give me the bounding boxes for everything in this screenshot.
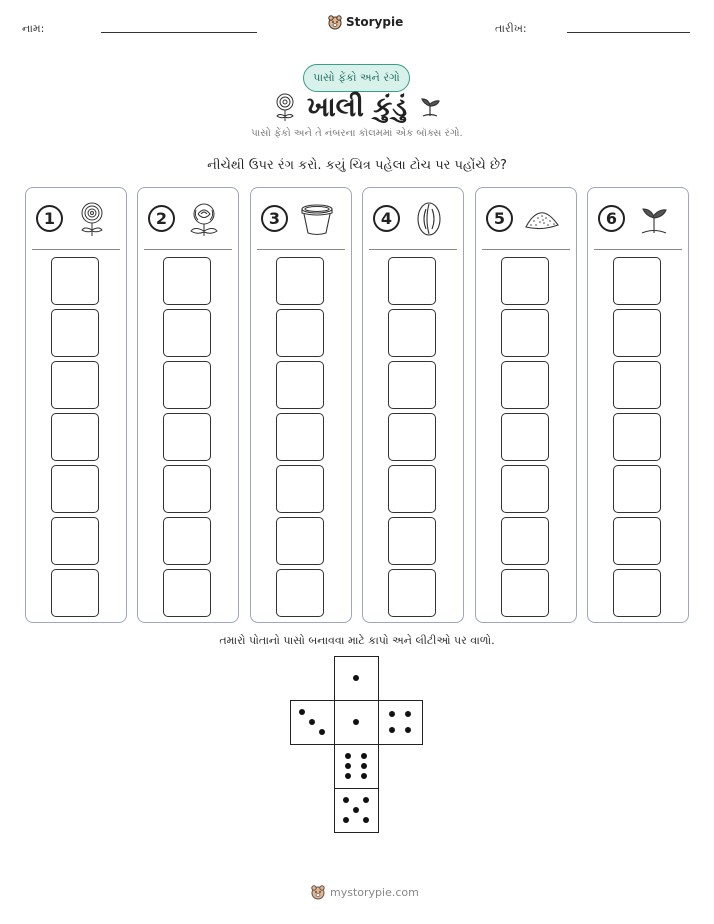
- date-label: તારીખ:: [495, 22, 527, 35]
- seed-icon: [411, 201, 447, 237]
- die-pip: [353, 807, 359, 813]
- column-number: 4: [373, 205, 400, 232]
- die-face-5[interactable]: [334, 788, 379, 833]
- marigold-icon: [74, 201, 110, 237]
- color-box[interactable]: [613, 569, 661, 617]
- die-pip: [343, 817, 349, 823]
- name-label: નામ:: [22, 22, 45, 35]
- die-pip: [345, 763, 351, 769]
- color-box[interactable]: [276, 569, 324, 617]
- brand-name: Storypie: [346, 15, 404, 29]
- column-divider: [32, 249, 120, 250]
- color-box[interactable]: [163, 257, 211, 305]
- column-5: [475, 187, 577, 623]
- column-number: 5: [486, 205, 513, 232]
- die-face-4[interactable]: [378, 700, 423, 745]
- date-line[interactable]: [567, 32, 690, 33]
- rose-icon: [186, 201, 222, 237]
- color-box[interactable]: [388, 465, 436, 513]
- die-pip: [345, 753, 351, 759]
- sprout-icon: [418, 94, 442, 118]
- instruction: નીચેથી ઉપર રંગ કરો. કયું ચિત્ર પહેલા ટોચ પર પહોંચે છે?: [207, 158, 507, 173]
- die-pip: [361, 763, 367, 769]
- color-box[interactable]: [388, 257, 436, 305]
- die-pip: [353, 719, 359, 725]
- storypie-mascot-icon: [327, 14, 343, 30]
- color-box[interactable]: [501, 517, 549, 565]
- page-title: ખાલી કુંડું: [306, 92, 408, 123]
- die-pip: [309, 719, 315, 725]
- color-box[interactable]: [613, 517, 661, 565]
- name-line[interactable]: [101, 32, 257, 33]
- color-box[interactable]: [501, 413, 549, 461]
- color-box[interactable]: [501, 257, 549, 305]
- die-pip: [343, 797, 349, 803]
- die-face-1[interactable]: [334, 700, 379, 745]
- color-box[interactable]: [501, 569, 549, 617]
- footer: [310, 884, 419, 900]
- column-divider: [482, 249, 570, 250]
- color-box[interactable]: [51, 309, 99, 357]
- color-box[interactable]: [51, 361, 99, 409]
- die-pip: [345, 773, 351, 779]
- header: [0, 14, 714, 44]
- color-box[interactable]: [388, 309, 436, 357]
- die-face-1[interactable]: [334, 656, 379, 701]
- die-pip: [389, 727, 395, 733]
- color-box[interactable]: [388, 569, 436, 617]
- die-pip: [363, 797, 369, 803]
- column-number: 6: [598, 205, 625, 232]
- column-number: 3: [261, 205, 288, 232]
- subtitle: પાસો ફેંકો અને તે નંબરના કૉલમમાં એક બૉક્સ રંગો.: [251, 128, 463, 139]
- color-box[interactable]: [501, 361, 549, 409]
- color-box[interactable]: [388, 413, 436, 461]
- cut-instruction: તમારો પોતાનો પાસો બનાવવા માટે કાપો અને લીટીઓ પર વાળો.: [219, 634, 495, 647]
- color-box[interactable]: [51, 517, 99, 565]
- column-divider: [369, 249, 457, 250]
- die-pip: [405, 711, 411, 717]
- column-number: 1: [36, 205, 63, 232]
- die-pip: [319, 729, 325, 735]
- color-box[interactable]: [276, 361, 324, 409]
- badge-roll-and-color: પાસો ફેંકો અને રંગો: [303, 64, 410, 92]
- die-pip: [353, 675, 359, 681]
- color-box[interactable]: [163, 569, 211, 617]
- color-box[interactable]: [613, 413, 661, 461]
- die-pip: [361, 773, 367, 779]
- column-1: [25, 187, 127, 623]
- die-pip: [363, 817, 369, 823]
- storypie-mascot-icon: [310, 884, 326, 900]
- color-box[interactable]: [501, 465, 549, 513]
- color-box[interactable]: [51, 257, 99, 305]
- color-box[interactable]: [613, 257, 661, 305]
- color-box[interactable]: [613, 309, 661, 357]
- column-2: [137, 187, 239, 623]
- column-number: 2: [148, 205, 175, 232]
- color-box[interactable]: [163, 465, 211, 513]
- color-box[interactable]: [276, 413, 324, 461]
- column-divider: [144, 249, 232, 250]
- die-face-3[interactable]: [290, 700, 335, 745]
- color-box[interactable]: [613, 361, 661, 409]
- soil-icon: [524, 201, 560, 237]
- pot-icon: [299, 201, 335, 237]
- color-box[interactable]: [163, 413, 211, 461]
- color-box[interactable]: [276, 465, 324, 513]
- column-3: [250, 187, 352, 623]
- color-box[interactable]: [613, 465, 661, 513]
- color-box[interactable]: [276, 517, 324, 565]
- color-box[interactable]: [163, 517, 211, 565]
- column-divider: [594, 249, 682, 250]
- die-pip: [299, 709, 305, 715]
- sprout-icon: [636, 201, 672, 237]
- footer-url[interactable]: mystorypie.com: [330, 885, 419, 899]
- column-4: [362, 187, 464, 623]
- color-box[interactable]: [276, 257, 324, 305]
- brand-logo: [327, 14, 403, 30]
- die-pip: [389, 711, 395, 717]
- column-6: [587, 187, 689, 623]
- color-box[interactable]: [51, 413, 99, 461]
- color-box[interactable]: [501, 309, 549, 357]
- color-box[interactable]: [388, 517, 436, 565]
- color-box[interactable]: [163, 309, 211, 357]
- column-divider: [257, 249, 345, 250]
- color-box[interactable]: [51, 465, 99, 513]
- die-pip: [361, 753, 367, 759]
- color-box[interactable]: [51, 569, 99, 617]
- die-pip: [405, 727, 411, 733]
- color-box[interactable]: [163, 361, 211, 409]
- die-face-6[interactable]: [334, 744, 379, 789]
- color-box[interactable]: [276, 309, 324, 357]
- color-box[interactable]: [388, 361, 436, 409]
